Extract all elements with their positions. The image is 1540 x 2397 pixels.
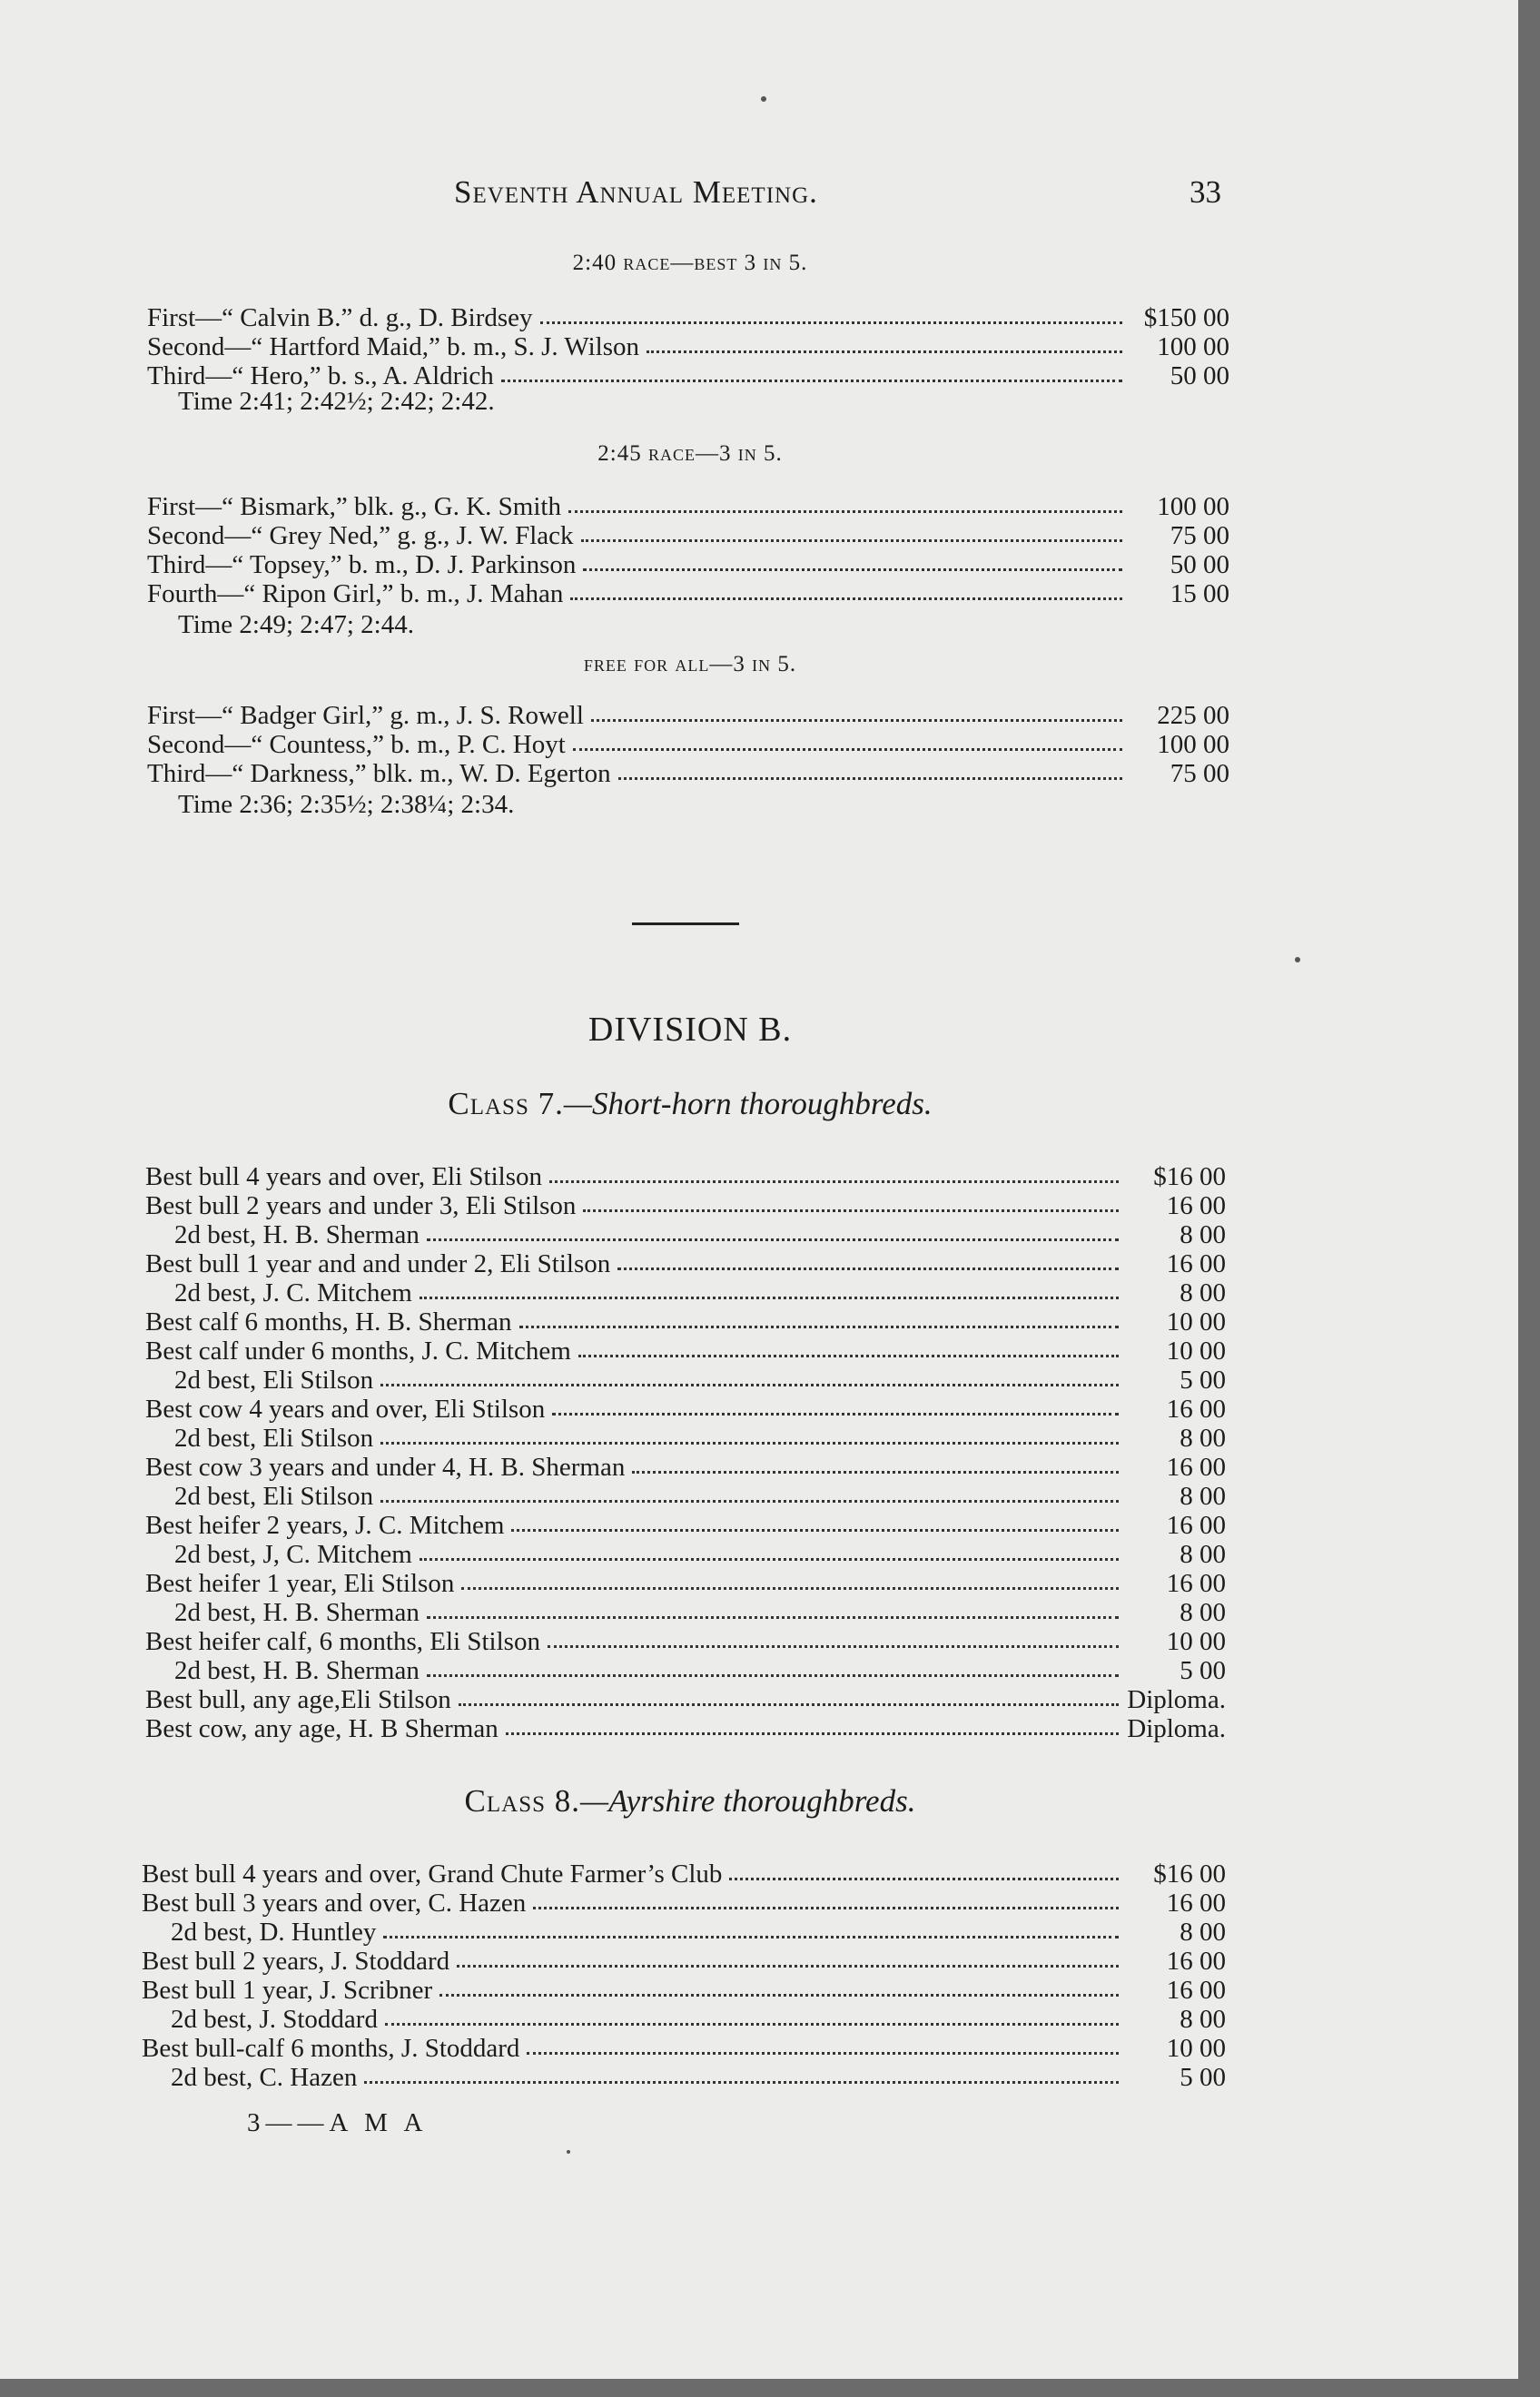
award-amount: 15 00: [1170, 579, 1229, 608]
section-divider-rule: [632, 922, 739, 925]
award-entry-text: 2d best, D. Huntley: [171, 1918, 377, 1947]
award-entry-text: Second—“ Countess,” b. m., P. C. Hoyt: [147, 730, 566, 759]
dot-leader: [549, 1180, 1119, 1183]
award-row: [145, 1220, 1226, 1249]
race-240-heading: 2:40 race—best 3 in 5.: [572, 251, 808, 275]
free-for-all-results: [147, 701, 1229, 788]
dot-leader: [380, 1442, 1119, 1445]
award-entry-text: Best bull, any age,Eli Stilson: [145, 1685, 451, 1714]
dot-leader: [583, 568, 1122, 571]
award-entry-text: Best calf under 6 months, J. C. Mitchem: [145, 1337, 571, 1366]
dot-leader: [729, 1878, 1119, 1880]
print-speck: [761, 96, 766, 102]
award-entry-text: Best calf 6 months, H. B. Sherman: [145, 1307, 512, 1337]
race-245-heading: 2:45 race—3 in 5.: [597, 441, 783, 466]
dot-leader: [581, 539, 1122, 542]
award-entry-text: Best bull 3 years and over, C. Hazen: [142, 1889, 527, 1918]
class-8-label: Class 8.: [464, 1783, 581, 1819]
dot-leader: [533, 1907, 1119, 1909]
award-entry-text: 2d best, H. B. Sherman: [174, 1598, 420, 1627]
award-amount: 75 00: [1170, 759, 1229, 788]
award-entry-text: Fourth—“ Ripon Girl,” b. m., J. Mahan: [147, 579, 564, 608]
award-amount: 8 00: [1180, 1220, 1226, 1249]
award-entry-text: Third—“ Topsey,” b. m., D. J. Parkinson: [147, 550, 577, 579]
award-row: [145, 1685, 1226, 1714]
award-amount: 8 00: [1180, 1482, 1226, 1511]
class-8-description: —Ayrshire thoroughbreds.: [580, 1783, 916, 1819]
award-entry-text: Best bull 1 year and and under 2, Eli Stilson: [145, 1249, 611, 1278]
dot-leader: [617, 1268, 1119, 1270]
race-240-time: Time 2:41; 2:42½; 2:42; 2:42.: [178, 387, 495, 416]
dot-leader: [647, 350, 1122, 353]
class-8-awards: [142, 1859, 1226, 2092]
award-amount: $16 00: [1153, 1859, 1226, 1889]
award-amount: 10 00: [1166, 1627, 1226, 1656]
dot-leader: [364, 2081, 1119, 2084]
award-row: [145, 1656, 1226, 1685]
award-amount: 5 00: [1180, 1366, 1226, 1395]
award-entry-text: Best bull 4 years and over, Grand Chute Farmer’s Club: [142, 1859, 723, 1889]
award-amount: 16 00: [1166, 1569, 1226, 1598]
free-for-all-heading: free for all—3 in 5.: [583, 652, 797, 676]
class-7-title: [0, 1086, 1380, 1122]
dot-leader: [427, 1238, 1119, 1241]
award-amount: 100 00: [1157, 492, 1229, 521]
award-row: [145, 1337, 1226, 1366]
running-title: Seventh Annual Meeting.: [454, 174, 818, 210]
award-amount: 10 00: [1166, 1337, 1226, 1366]
award-row: [142, 2034, 1226, 2063]
page-edge-shadow: [1518, 0, 1540, 2397]
award-entry-text: Second—“ Hartford Maid,” b. m., S. J. Wilson: [147, 332, 639, 361]
award-row: [142, 1918, 1226, 1947]
dot-leader: [527, 2052, 1119, 2055]
dot-leader: [383, 1936, 1119, 1938]
award-row: [145, 1598, 1226, 1627]
race-245-results: [147, 492, 1229, 608]
award-row: [145, 1366, 1226, 1395]
signature-mark: 3——A M A: [247, 2108, 429, 2137]
award-row: [145, 1453, 1226, 1482]
award-amount: 16 00: [1166, 1249, 1226, 1278]
print-speck: [1295, 957, 1300, 962]
award-row: [147, 701, 1229, 730]
award-entry-text: 2d best, Eli Stilson: [174, 1482, 374, 1511]
award-amount: 5 00: [1180, 1656, 1226, 1685]
award-row: [142, 1976, 1226, 2005]
dot-leader: [618, 777, 1122, 780]
dot-leader: [427, 1674, 1119, 1677]
dot-leader: [380, 1384, 1119, 1386]
dot-leader: [420, 1558, 1119, 1561]
award-entry-text: 2d best, H. B. Sherman: [174, 1656, 420, 1685]
award-row: [142, 2063, 1226, 2092]
award-row: [145, 1424, 1226, 1453]
race-240-results: [147, 303, 1229, 390]
award-row: [147, 759, 1229, 788]
award-amount: Diploma.: [1127, 1714, 1226, 1743]
award-amount: 16 00: [1166, 1511, 1226, 1540]
dot-leader: [427, 1616, 1119, 1619]
award-entry-text: 2d best, J. C. Mitchem: [174, 1278, 412, 1307]
dot-leader: [570, 597, 1122, 600]
award-entry-text: Best bull 1 year, J. Scribner: [142, 1976, 433, 2005]
award-amount: 16 00: [1166, 1191, 1226, 1220]
award-row: [145, 1307, 1226, 1337]
award-amount: 8 00: [1180, 1918, 1226, 1947]
award-amount: 225 00: [1157, 701, 1229, 730]
dot-leader: [578, 1355, 1119, 1357]
free-for-all-time: Time 2:36; 2:35½; 2:38¼; 2:34.: [178, 790, 515, 819]
dot-leader: [511, 1529, 1119, 1532]
award-entry-text: 2d best, J. Stoddard: [171, 2005, 378, 2034]
award-row: [145, 1511, 1226, 1540]
award-entry-text: First—“ Calvin B.” d. g., D. Birdsey: [147, 303, 533, 332]
award-amount: 75 00: [1170, 521, 1229, 550]
dot-leader: [385, 2023, 1119, 2026]
award-entry-text: First—“ Badger Girl,” g. m., J. S. Rowell: [147, 701, 584, 730]
award-entry-text: Best bull-calf 6 months, J. Stoddard: [142, 2034, 520, 2063]
award-amount: 10 00: [1166, 2034, 1226, 2063]
award-entry-text: Best bull 4 years and over, Eli Stilson: [145, 1162, 543, 1191]
award-entry-text: Best heifer 1 year, Eli Stilson: [145, 1569, 455, 1598]
award-amount: 100 00: [1157, 332, 1229, 361]
award-entry-text: 2d best, Eli Stilson: [174, 1424, 374, 1453]
dot-leader: [380, 1500, 1119, 1503]
award-row: [145, 1714, 1226, 1743]
award-row: [145, 1627, 1226, 1656]
dot-leader: [591, 719, 1122, 722]
dot-leader: [506, 1732, 1119, 1735]
award-entry-text: 2d best, C. Hazen: [171, 2063, 358, 2092]
award-amount: 16 00: [1166, 1453, 1226, 1482]
class-7-awards: [145, 1162, 1226, 1743]
award-amount: 5 00: [1180, 2063, 1226, 2092]
award-amount: 50 00: [1170, 550, 1229, 579]
dot-leader: [439, 1994, 1119, 1997]
dot-leader: [420, 1297, 1119, 1299]
award-amount: 16 00: [1166, 1976, 1226, 2005]
dot-leader: [548, 1645, 1119, 1648]
award-row: [142, 1859, 1226, 1889]
dot-leader: [459, 1703, 1119, 1706]
award-amount: 8 00: [1180, 2005, 1226, 2034]
dot-leader: [568, 510, 1122, 513]
award-amount: 16 00: [1166, 1395, 1226, 1424]
award-entry-text: Best cow 4 years and over, Eli Stilson: [145, 1395, 546, 1424]
award-row: [147, 550, 1229, 579]
award-entry-text: Best heifer calf, 6 months, Eli Stilson: [145, 1627, 540, 1656]
dot-leader: [540, 321, 1122, 324]
award-row: [147, 730, 1229, 759]
award-entry-text: Best cow, any age, H. B Sherman: [145, 1714, 499, 1743]
division-title: DIVISION B.: [587, 1011, 793, 1049]
award-row: [142, 1947, 1226, 1976]
dot-leader: [583, 1209, 1119, 1212]
dot-leader: [632, 1471, 1119, 1474]
award-entry-text: Best bull 2 years, J. Stoddard: [142, 1947, 450, 1976]
dot-leader: [519, 1326, 1119, 1328]
award-row: [147, 521, 1229, 550]
award-amount: 100 00: [1157, 730, 1229, 759]
print-speck: [567, 2150, 570, 2154]
award-amount: 16 00: [1166, 1889, 1226, 1918]
award-entry-text: Best bull 2 years and under 3, Eli Stilson: [145, 1191, 577, 1220]
award-amount: 16 00: [1166, 1947, 1226, 1976]
page-number: 33: [1190, 174, 1221, 210]
award-row: [145, 1278, 1226, 1307]
award-entry-text: Best cow 3 years and under 4, H. B. Sherman: [145, 1453, 626, 1482]
award-entry-text: Second—“ Grey Ned,” g. g., J. W. Flack: [147, 521, 574, 550]
dot-leader: [552, 1413, 1119, 1416]
race-245-time: Time 2:49; 2:47; 2:44.: [178, 610, 414, 639]
award-entry-text: 2d best, J, C. Mitchem: [174, 1540, 412, 1569]
award-row: [145, 1191, 1226, 1220]
award-amount: $150 00: [1143, 303, 1229, 332]
class-7-description: —Short-horn thoroughbreds.: [563, 1086, 933, 1121]
class-7-label: Class 7.: [448, 1086, 564, 1121]
dot-leader: [461, 1587, 1119, 1590]
award-entry-text: First—“ Bismark,” blk. g., G. K. Smith: [147, 492, 561, 521]
award-row: [145, 1482, 1226, 1511]
award-row: [145, 1395, 1226, 1424]
award-entry-text: Best heifer 2 years, J. C. Mitchem: [145, 1511, 505, 1540]
award-row: [145, 1249, 1226, 1278]
award-amount: 10 00: [1166, 1307, 1226, 1337]
award-amount: 50 00: [1170, 361, 1229, 390]
award-row: [142, 1889, 1226, 1918]
award-row: [147, 579, 1229, 608]
running-head: [0, 174, 1518, 220]
award-amount: 8 00: [1180, 1540, 1226, 1569]
award-amount: 8 00: [1180, 1598, 1226, 1627]
class-8-title: [0, 1783, 1380, 1820]
award-row: [147, 332, 1229, 361]
award-row: [147, 303, 1229, 332]
award-entry-text: Third—“ Hero,” b. s., A. Aldrich: [147, 361, 494, 390]
award-entry-text: 2d best, Eli Stilson: [174, 1366, 374, 1395]
dot-leader: [573, 748, 1122, 751]
award-entry-text: Third—“ Darkness,” blk. m., W. D. Egerton: [147, 759, 611, 788]
award-amount: 8 00: [1180, 1424, 1226, 1453]
award-row: [145, 1569, 1226, 1598]
award-amount: $16 00: [1153, 1162, 1226, 1191]
award-amount: 8 00: [1180, 1278, 1226, 1307]
award-entry-text: 2d best, H. B. Sherman: [174, 1220, 420, 1249]
dot-leader: [501, 380, 1122, 382]
award-row: [145, 1540, 1226, 1569]
award-row: [147, 492, 1229, 521]
award-row: [142, 2005, 1226, 2034]
award-row: [145, 1162, 1226, 1191]
page-edge-shadow: [0, 2379, 1540, 2397]
award-amount: Diploma.: [1127, 1685, 1226, 1714]
dot-leader: [457, 1965, 1119, 1968]
